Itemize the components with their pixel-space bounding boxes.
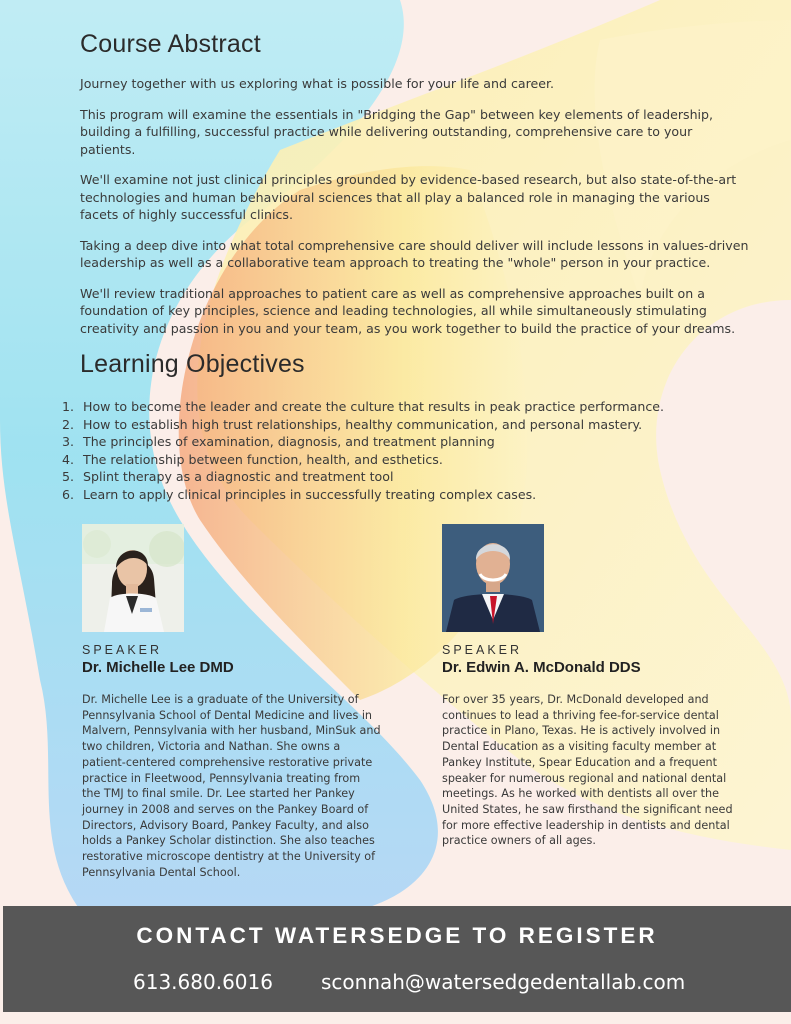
course-abstract-title: Course Abstract [80, 30, 261, 58]
objective-number: 2. [62, 416, 75, 432]
speaker-label: SPEAKER [442, 643, 523, 657]
objective-number: 5. [62, 469, 75, 484]
speaker-label: SPEAKER [82, 643, 163, 657]
speaker-card-mcdonald [442, 643, 742, 849]
abstract-paragraph: This program will examine the essentials in "Bridging the Gap" between key elements of leadership, building a fulfilling, successful practice while delivering outstanding, comprehensive care to your patients. [80, 106, 714, 157]
speaker-card-lee [82, 643, 382, 880]
abstract-paragraph: We'll examine not just clinical principles grounded by evidence-based research, but also state-of-the-art technologies and human behavioural sciences that all play a balanced role in managing the various facets of highly successful clinics. [80, 172, 737, 222]
objective-item [62, 451, 742, 469]
objective-text: The principles of examination, diagnosis, and treatment planning [83, 434, 495, 449]
objective-text: Learn to apply clinical principles in successfully treating complex cases. [83, 486, 537, 502]
contact-footer [3, 906, 791, 1012]
learning-objectives-list [62, 398, 742, 503]
speaker-photo-lee [82, 524, 184, 632]
speaker-name: Dr. Michelle Lee DMD [82, 659, 234, 676]
speaker-photo-mcdonald [442, 524, 544, 632]
abstract-paragraph: We'll review traditional approaches to patient care as well as comprehensive approaches built on a foundation of key principles, science and leading technologies, all while simultaneously stimulating creativity and passion in you and your team, as you work together to build the practice of your dreams. [80, 285, 736, 336]
objective-number: 3. [62, 434, 75, 449]
objective-item [62, 486, 742, 504]
objective-text: The relationship between function, health, and esthetics. [83, 451, 443, 467]
contact-phone[interactable]: 613.680.6016 [133, 970, 273, 994]
objective-item [62, 433, 742, 451]
course-abstract-section [80, 30, 750, 350]
objective-number: 1. [62, 399, 75, 414]
objective-text: Splint therapy as a diagnostic and treatment tool [83, 469, 394, 484]
objective-item [62, 416, 742, 434]
objective-number: 6. [62, 486, 75, 502]
abstract-paragraph: Taking a deep dive into what total comprehensive care should deliver will include lessons in values-driven leadership as well as a collaborative team approach to treating the "whole" person in your practice. [80, 237, 749, 270]
register-call-to-action: CONTACT WATERSEDGE TO REGISTER [136, 923, 658, 948]
objective-number: 4. [62, 451, 75, 467]
objective-item [62, 468, 742, 486]
abstract-paragraph: Journey together with us exploring what is possible for your life and career. [80, 76, 555, 91]
objective-text: How to become the leader and create the culture that results in peak practice performance. [83, 399, 664, 414]
speaker-name: Dr. Edwin A. McDonald DDS [442, 659, 641, 676]
objective-item [62, 398, 742, 416]
objective-text: How to establish high trust relationships, healthy communication, and personal mastery. [83, 416, 643, 432]
speaker-bio: For over 35 years, Dr. McDonald developed and continues to lead a thriving fee-for-service dental practice in Plano, Texas. He is actively involved in Dental Education as a visiting faculty member at Pankey Institute, Spear Education and a frequent speaker for numerous regional and national dental meetings. As he worked with dentists all over the United States, he saw firsthand the significant need for more effective leadership in dentists and dental practice owners of all ages. [442, 693, 733, 848]
speaker-bio: Dr. Michelle Lee is a graduate of the University of Pennsylvania School of Dental Medicine and lives in Malvern, Pennsylvania with her husband, MinSuk and two children, Victoria and Nathan. She owns a patient-centered comprehensive restorative private practice in Fleetwood, Pennsylvania treating from the TMJ to final smile. Dr. Lee started her Pankey journey in 2008 and serves on the Pankey Board of Directors, Advisory Board, Pankey Faculty, and also holds a Pankey Scholar distinction. She also teaches restorative microscope dentistry at the University of Pennsylvania Dental School. [82, 693, 381, 879]
learning-objectives-title: Learning Objectives [80, 350, 305, 378]
contact-email[interactable]: sconnah@watersedgedentallab.com [321, 970, 686, 994]
